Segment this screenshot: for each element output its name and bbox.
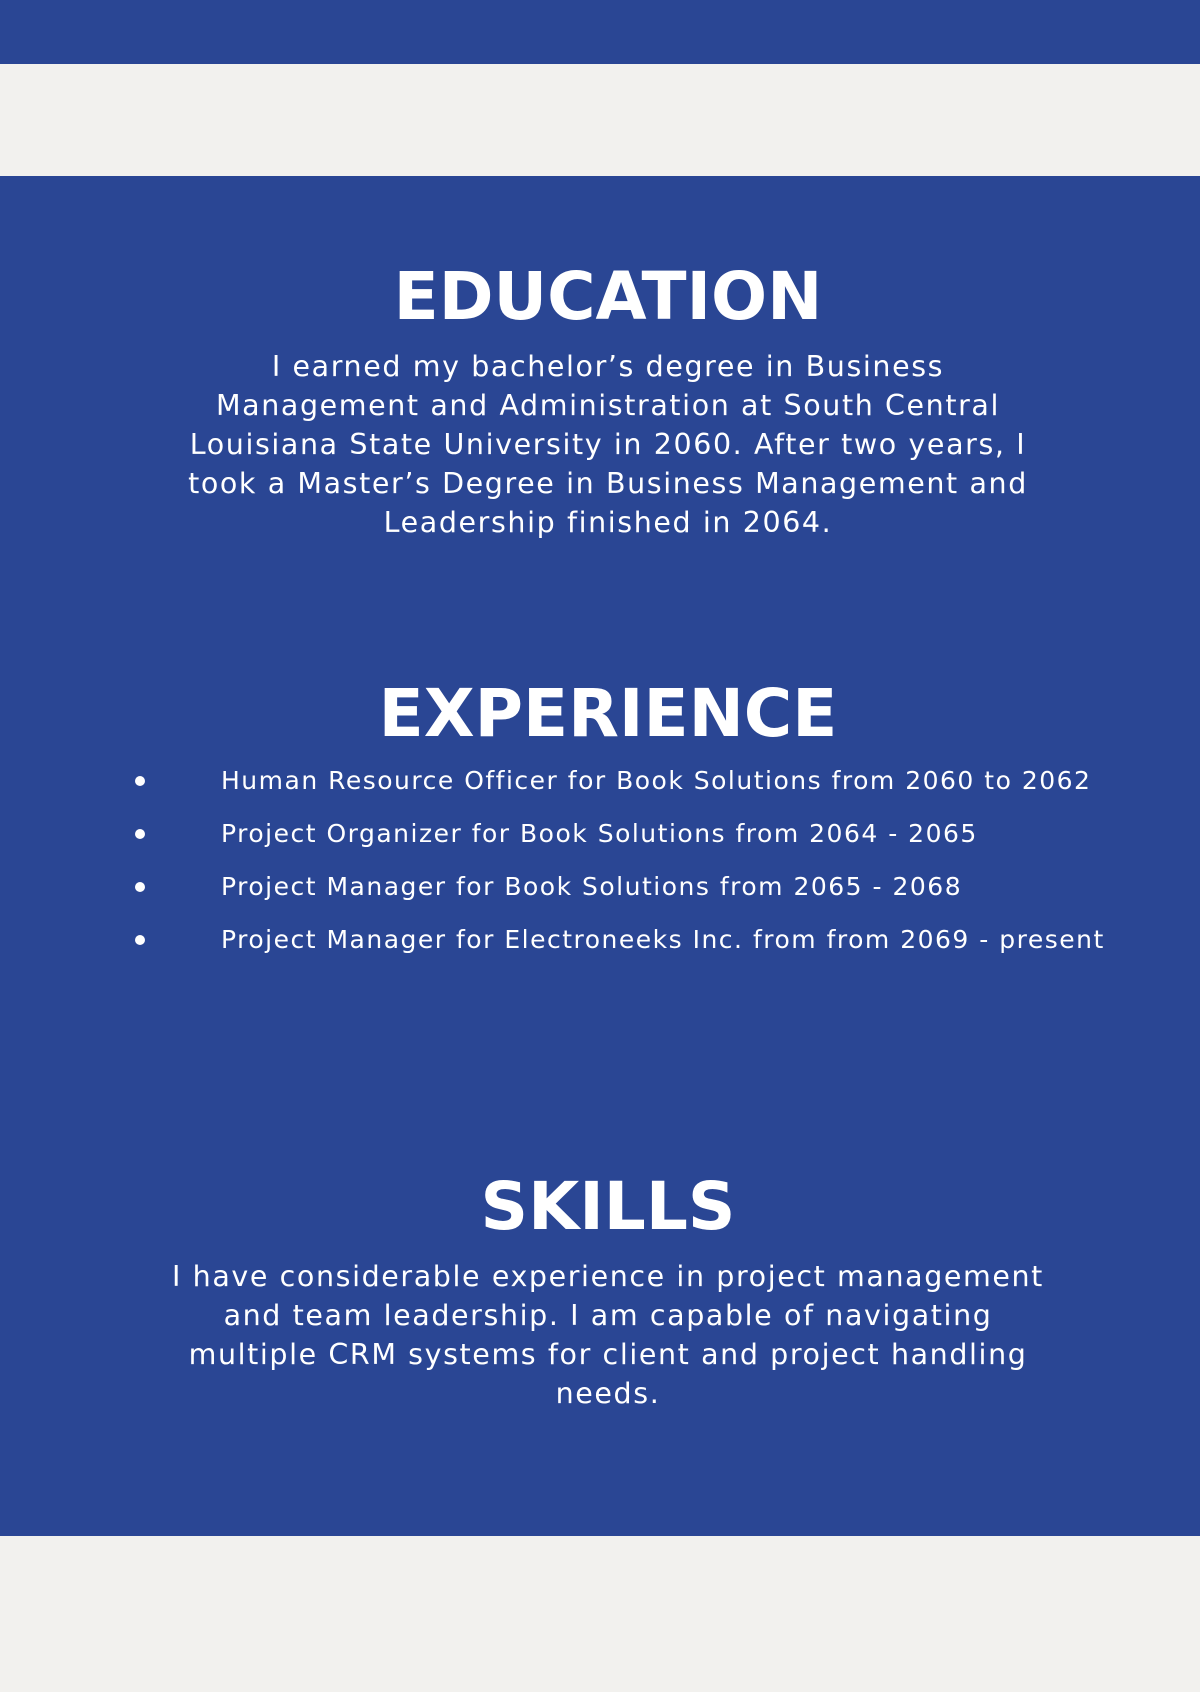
bullet-icon [135,882,145,892]
experience-heading: EXPERIENCE [378,675,838,752]
experience-item-text: Project Organizer for Book Solutions from 2064 - 2065 [221,819,978,848]
experience-item [0,864,1200,909]
education-heading: EDUCATION [393,258,823,335]
bullet-icon [135,935,145,945]
skills-heading: SKILLS [480,1168,736,1245]
bullet-icon [135,776,145,786]
resume-content-panel [0,176,1200,1536]
experience-item-text: Human Resource Officer for Book Solutions from 2060 to 2062 [221,766,1092,795]
experience-list [0,758,1200,970]
experience-item-text: Project Manager for Book Solutions from 2065 - 2068 [221,872,963,901]
experience-item [0,758,1200,803]
experience-item [0,917,1200,962]
skills-description: I have considerable experience in project management and team leadership. I am capable of navigating multiple CRM systems for client and project handling needs. [172,1260,1044,1410]
experience-item [0,811,1200,856]
experience-item-text: Project Manager for Electroneeks Inc. from from 2069 - present [221,925,1105,954]
bullet-icon [135,829,145,839]
education-description: I earned my bachelor’s degree in Business Management and Administration at South Central Louisiana State University in 2060. After two years, I took a Master’s Degree in Business Management and Leadership finished in 2064. [188,350,1028,539]
top-banner [0,0,1200,64]
